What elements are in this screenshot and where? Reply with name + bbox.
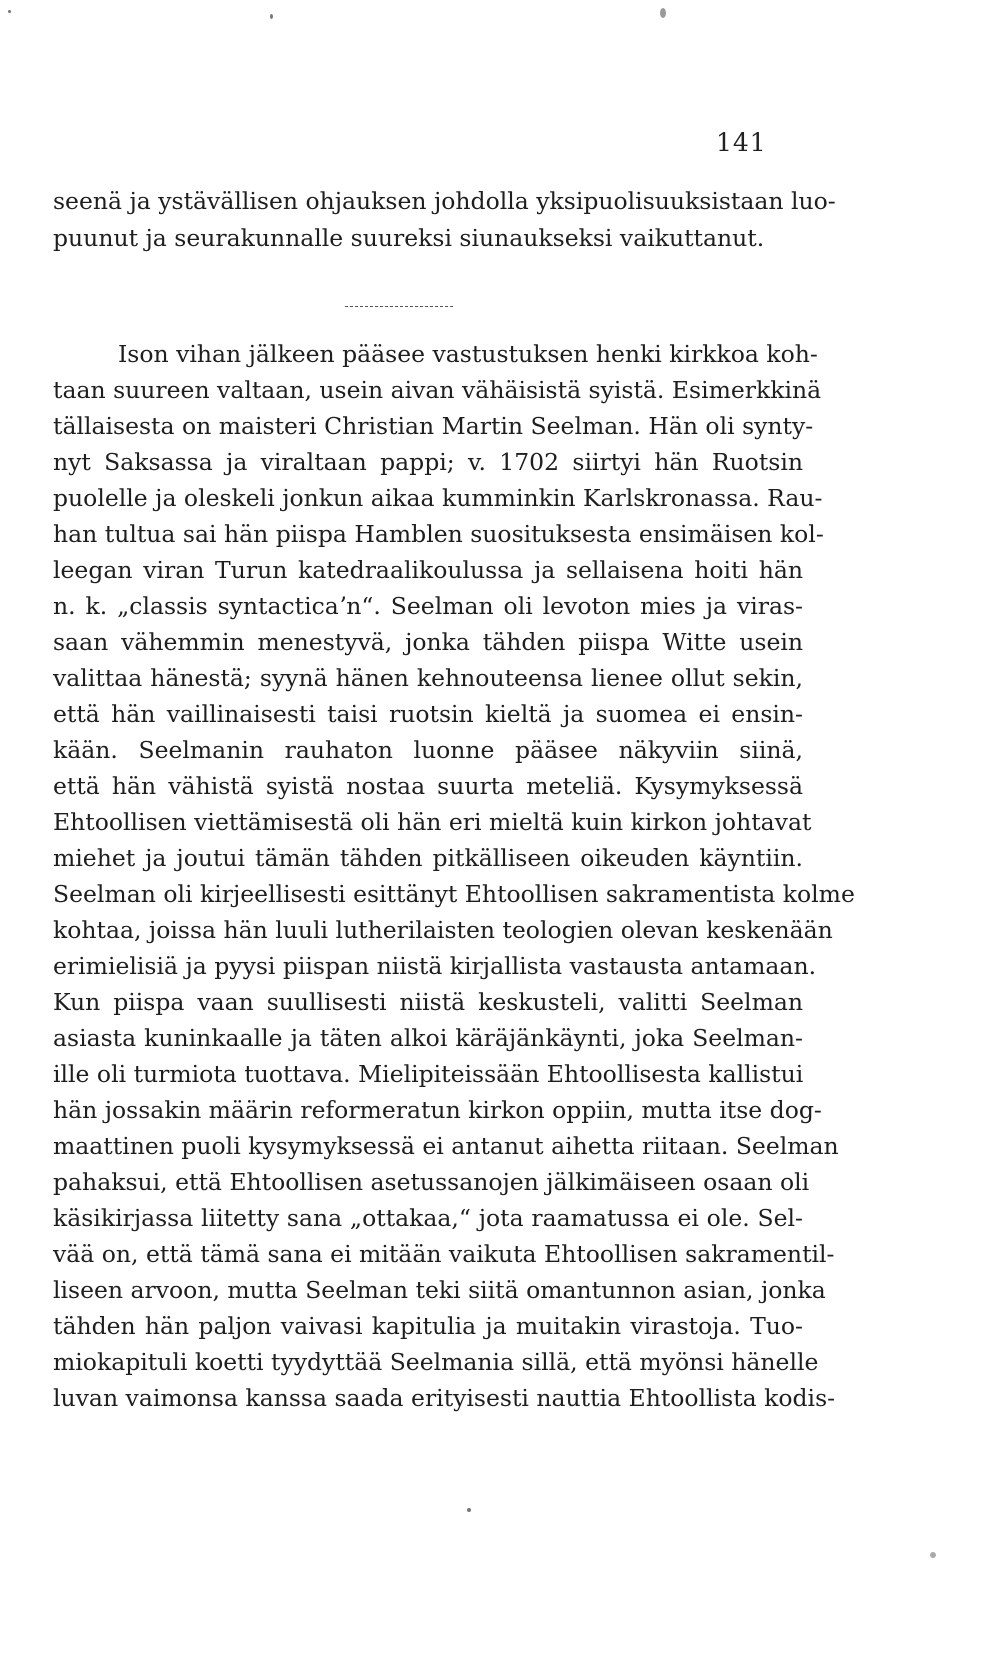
text-line: han tultua sai hän piispa Hamblen suosituksesta ensimäisen kol- — [53, 520, 824, 548]
scan-speck — [8, 10, 11, 13]
text-line: liseen arvoon, mutta Seelman teki siitä omantunnon asian, jonka — [53, 1276, 826, 1304]
text-line: asiasta kuninkaalle ja täten alkoi käräjänkäynti, joka Seelman- — [53, 1024, 803, 1052]
text-line: leegan viran Turun katedraalikoulussa ja sellaisena hoiti hän — [53, 556, 803, 584]
text-line: tähden hän paljon vaivasi kapitulia ja muitakin virastoja. Tuo- — [53, 1312, 803, 1340]
text-line: käsikirjassa liitetty sana „ottakaa,“ jota raamatussa ei ole. Sel- — [53, 1204, 803, 1232]
text-line: Seelman oli kirjeellisesti esittänyt Ehtoollisen sakramentista kolme — [53, 880, 855, 908]
text-line: miokapituli koetti tyydyttää Seelmania sillä, että myönsi hänelle — [53, 1348, 819, 1376]
text-line: kään. Seelmanin rauhaton luonne pääsee näkyviin siinä, — [53, 736, 803, 764]
scan-speck — [467, 1508, 471, 1512]
scan-speck — [930, 1552, 936, 1558]
text-line: n. k. „classis syntacticaʼn“. Seelman oli levoton mies ja viras- — [53, 592, 803, 620]
text-line: erimielisiä ja pyysi piispan niistä kirjallista vastausta antamaan. — [53, 952, 817, 980]
text-line: Kun piispa vaan suullisesti niistä keskusteli, valitti Seelman — [53, 988, 803, 1016]
text-line: Ison vihan jälkeen pääsee vastustuksen henki kirkkoa koh- — [118, 340, 818, 368]
scan-speck — [270, 14, 273, 19]
text-line: puunut ja seurakunnalle suureksi siunaukseksi vaikuttanut. — [53, 224, 765, 252]
text-line: taan suureen valtaan, usein aivan vähäisistä syistä. Esimerkkinä — [53, 376, 822, 404]
text-line: valittaa hänestä; syynä hänen kehnouteensa lienee ollut sekin, — [53, 664, 803, 692]
text-line: että hän vähistä syistä nostaa suurta meteliä. Kysymyksessä — [53, 772, 803, 800]
text-line: hän jossakin määrin reformeratun kirkon oppiin, mutta itse dog- — [53, 1096, 822, 1124]
text-line: pahaksui, että Ehtoollisen asetussanojen jälkimäiseen osaan oli — [53, 1168, 810, 1196]
text-line: luvan vaimonsa kanssa saada erityisesti nauttia Ehtoollista kodis- — [53, 1384, 836, 1412]
text-line: kohtaa, joissa hän luuli lutherilaisten teologien olevan keskenään — [53, 916, 833, 944]
section-divider — [345, 306, 453, 307]
text-line: että hän vaillinaisesti taisi ruotsin kieltä ja suomea ei ensin- — [53, 700, 803, 728]
text-line: maattinen puoli kysymyksessä ei antanut aihetta riitaan. Seelman — [53, 1132, 839, 1160]
scan-speck — [660, 8, 666, 18]
text-line: saan vähemmin menestyvä, jonka tähden piispa Witte usein — [53, 628, 803, 656]
text-line: nyt Saksassa ja viraltaan pappi; v. 1702 siirtyi hän Ruotsin — [53, 448, 803, 476]
text-line: tällaisesta on maisteri Christian Martin Seelman. Hän oli synty- — [53, 412, 814, 440]
page-number: 141 — [716, 128, 767, 157]
text-line: puolelle ja oleskeli jonkun aikaa kumminkin Karlskronassa. Rau- — [53, 484, 823, 512]
text-line: ille oli turmiota tuottava. Mielipiteissään Ehtoollisesta kallistui — [53, 1060, 804, 1088]
text-line: Ehtoollisen viettämisestä oli hän eri mieltä kuin kirkon johtavat — [53, 808, 812, 836]
text-line: miehet ja joutui tämän tähden pitkälliseen oikeuden käyntiin. — [53, 844, 803, 872]
text-line: vää on, että tämä sana ei mitään vaikuta Ehtoollisen sakramentil- — [53, 1240, 835, 1268]
text-line: seenä ja ystävällisen ohjauksen johdolla yksipuolisuuksistaan luo- — [53, 187, 836, 215]
